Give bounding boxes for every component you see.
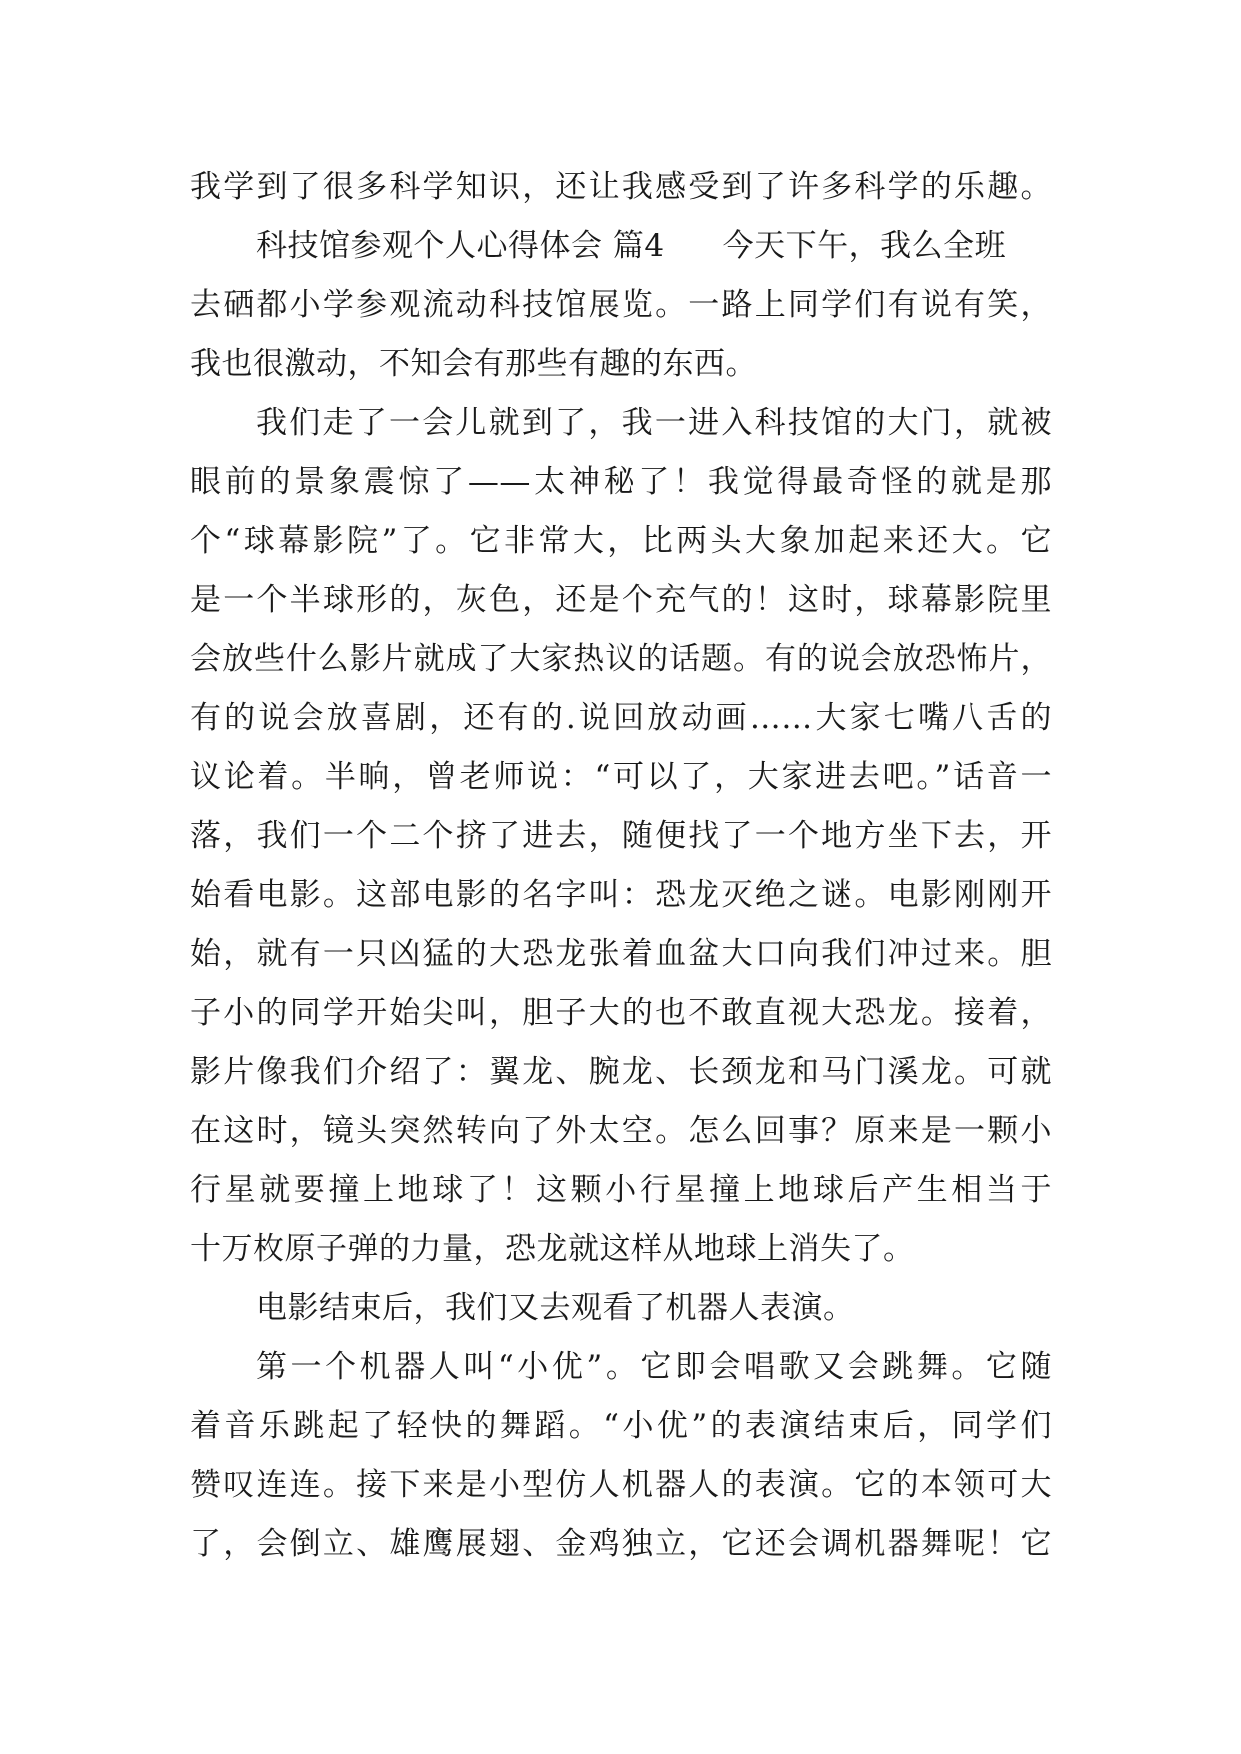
text-line: 眼前的景象震惊了——太神秘了！我觉得最奇怪的就是那	[190, 464, 1052, 500]
text-line: 落，我们一个二个挤了进去，随便找了一个地方坐下去，开	[190, 818, 1052, 854]
text-line: 赞叹连连。接下来是小型仿人机器人的表演。它的本领可大	[190, 1467, 1052, 1503]
text-line: 子小的同学开始尖叫，胆子大的也不敢直视大恐龙。接着，	[190, 995, 1052, 1031]
text-line: 有的说会放喜剧，还有的.说回放动画……大家七嘴八舌的	[190, 700, 1052, 736]
section-heading-line	[190, 217, 1052, 276]
text-line: 始，就有一只凶猛的大恐龙张着血盆大口向我们冲过来。胆	[190, 936, 1052, 972]
text-line: 我们走了一会儿就到了，我一进入科技馆的大门，就被	[256, 405, 1052, 441]
text-line: 个“球幕影院”了。它非常大，比两头大象加起来还大。它	[190, 523, 1052, 559]
text-line: 十万枚原子弹的力量，恐龙就这样从地球上消失了。	[190, 1231, 915, 1267]
text-line: 始看电影。这部电影的名字叫：恐龙灭绝之谜。电影刚刚开	[190, 877, 1052, 913]
text-line: 了，会倒立、雄鹰展翅、金鸡独立，它还会调机器舞呢！它	[190, 1526, 1052, 1562]
text-line: 我学到了很多科学知识，还让我感受到了许多科学的乐趣。	[190, 169, 1052, 205]
text-line: 去硒都小学参观流动科技馆展览。一路上同学们有说有笑，	[190, 287, 1052, 323]
text-line: 行星就要撞上地球了！这颗小行星撞上地球后产生相当于	[190, 1172, 1052, 1208]
section-heading: 科技馆参观个人心得体会 篇4	[256, 228, 665, 264]
text-line: 着音乐跳起了轻快的舞蹈。“小优”的表演结束后，同学们	[190, 1408, 1052, 1444]
text-line: 电影结束后，我们又去观看了机器人表演。	[256, 1290, 855, 1326]
article-body	[190, 158, 1052, 1574]
text-line: 议论着。半晌，曾老师说：“可以了，大家进去吧。”话音一	[190, 759, 1052, 795]
text-line: 我也很激动，不知会有那些有趣的东西。	[190, 346, 757, 382]
text-line: 在这时，镜头突然转向了外太空。怎么回事？原来是一颗小	[190, 1113, 1052, 1149]
paragraph-start: 今天下午，我么全班	[722, 228, 1007, 264]
text-line: 是一个半球形的，灰色，还是个充气的！这时，球幕影院里	[190, 582, 1052, 618]
text-line: 第一个机器人叫“小优”。它即会唱歌又会跳舞。它随	[256, 1349, 1052, 1385]
text-line: 影片像我们介绍了：翼龙、腕龙、长颈龙和马门溪龙。可就	[190, 1054, 1052, 1090]
text-line: 会放些什么影片就成了大家热议的话题。有的说会放恐怖片，	[190, 641, 1052, 677]
